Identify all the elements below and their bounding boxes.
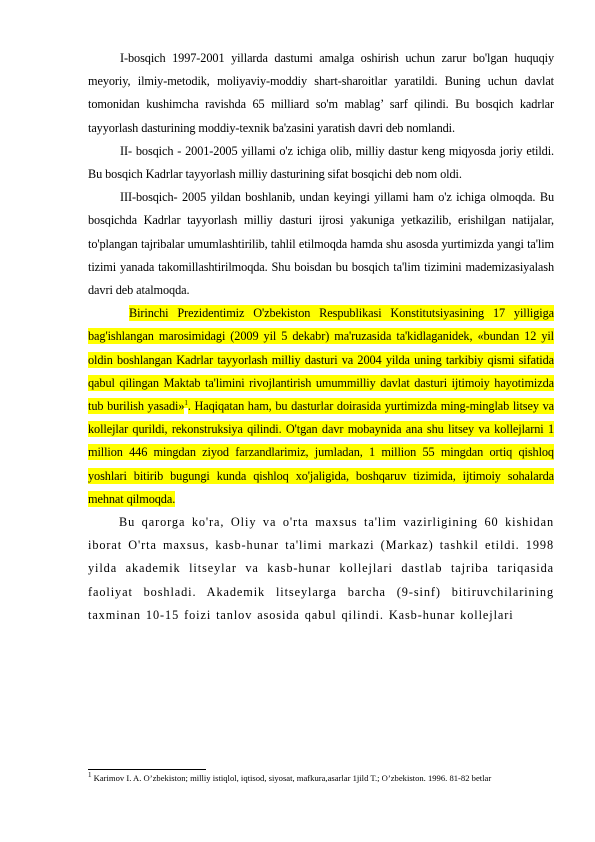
paragraph-stage-1: I-bosqich 1997-2001 yillarda dastumi amalga oshirish uchun zarur bo'lgan huquqiy meyoriy, ilmiy-metodik, moliyaviy-moddiy shart-sharoitlar yaratildi. Buning uchun davlat tomonidan kushimcha ravishda 65 milliard so'm mablag’ sarf qilindi. Bu bosqich kadrlar tayyorlash dasturining moddiy-texnik ba'zasini yaratish davri deb nomlandi. bbox=[88, 51, 554, 135]
highlighted-continuation-text: . Haqiqatan ham, bu dasturlar doirasida yurtimizda ming-minglab litsey va kollejlar qurildi, rekonstruksiya qilindi. O'tgan davr mobaynida ana shu litsey va kollejlarni 1 million 446 mingdan ziyod farzandlarimiz, jumladan, 1 million 55 mingdan ortiq qishloq yoshlari bitirib bugungi kunda qishloq xo'jaligida, boshqaruv tizimida, ijtimoiy sohalarda mehnat qilmoqda. bbox=[88, 399, 554, 506]
paragraph-highlighted-quote bbox=[88, 302, 554, 511]
body-text bbox=[88, 47, 554, 627]
footnote-divider bbox=[88, 769, 206, 770]
paragraph-colleges: Bu qarorga ko'ra, Oliy va o'rta maxsus ta'lim vazirligining 60 kishidan iborat O'rta maxsus, kasb-hunar ta'limi markazi (Markaz) tashkil etildi. 1998 yilda akademik litseylar va kasb-hunar kollejlari dastlab tajriba tariqasida faoliyat boshladi. Akademik litseylarga barcha (9-sinf) bitiruvchilarining taxminan 10-15 foizi tanlov asosida qabul qilindi. Kasb-hunar kollejlari bbox=[88, 515, 554, 622]
highlighted-quote-text: Birinchi Prezidentimiz O'zbekiston Respublikasi Konstitutsiyasining 17 yilligiga bag'ishlangan marosimidagi (2009 yil 5 dekabr) ma'ruzasida ta'kidlaganidek, «bundan 12 yil oldin boshlangan Kadrlar tayyorlash milliy dasturi va 2004 yilda uning tarkibiy qismi sifatida qabul qilingan Maktab ta'limini rivojlantirish umummilliy davlat dasturi ijtimoiy hayotimizda tub burilish yasadi» bbox=[88, 306, 554, 414]
footnote-text: Karimov I. A. O’zbekiston; milliy istiqlol, iqtisod, siyosat, mafkura,asarlar 1jild T.; O’zbekiston. 1996. 81-82 betlar bbox=[91, 773, 492, 783]
footnote bbox=[88, 772, 554, 785]
footnote-mark: 1 bbox=[88, 771, 92, 780]
footnote-reference[interactable]: 1 bbox=[184, 398, 188, 407]
paragraph-stage-2: II- bosqich - 2001-2005 yillami o'z ichiga olib, milliy dastur keng miqyosda joriy etildi. Bu bosqich Kadrlar tayyorlash milliy dasturining sifat bosqichi deb nom oldi. bbox=[88, 143, 554, 182]
paragraph-stage-3: III-bosqich- 2005 yildan boshlanib, undan keyingi yillami ham o'z ichiga olmoqda. Bu bosqichda Kadrlar tayyorlash milliy dasturi ijrosi yakuniga yetkazilib, erishilgan natijalar, to'plangan tajribalar umumlashtirilib, tahlil etilmoqda hamda shu asosda yurtimizda yangi ta'lim tizimi yanada takomillashtirilmoqda. Shu boisdan bu bosqich ta'lim tizimini mademizasiyalash davri deb atalmoqda. bbox=[88, 190, 554, 298]
